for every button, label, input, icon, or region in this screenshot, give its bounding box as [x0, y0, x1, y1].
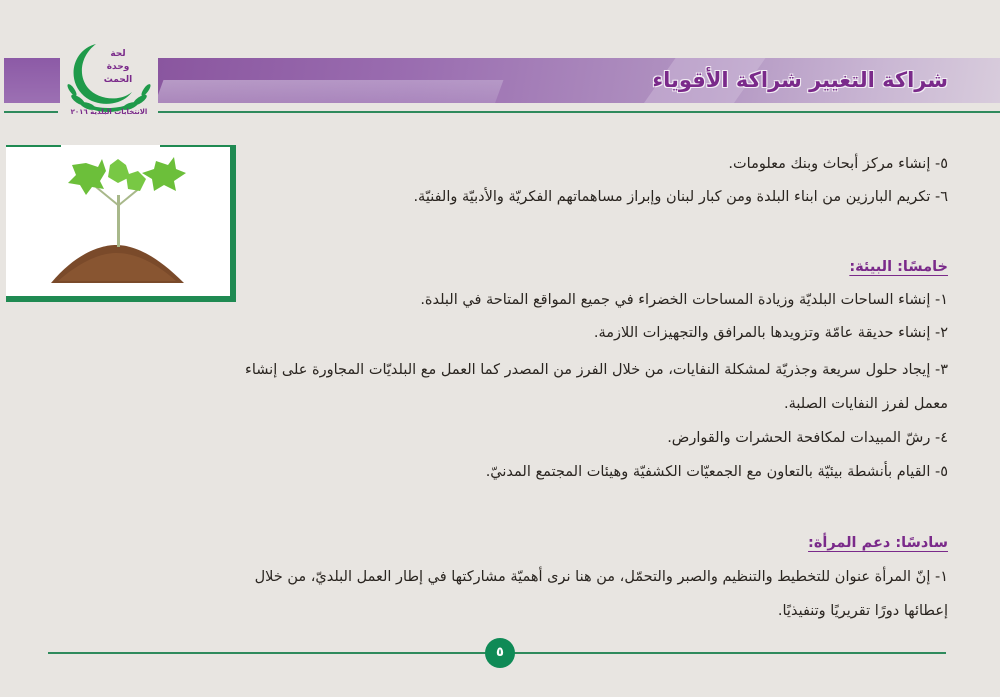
- item-number: ١-: [934, 292, 948, 308]
- item-text: إيجاد حلول سريعة وجذريّة لمشكلة النفايات، من خلال الفرز من المصدر كما العمل مع البلديّات المجاورة على إنشاء: [245, 362, 931, 378]
- logo-subtitle: الانتخابات البلدية ٢٠١٦: [70, 108, 148, 116]
- item-text: القيام بأنشطة بيئيّة بالتعاون مع الجمعيّات الكشفيّة وهيئات المجتمع المدنيّ.: [485, 464, 931, 480]
- list-item-continuation: معمل لفرز النفايات الصلبة.: [784, 396, 948, 412]
- list-item: [420, 292, 948, 308]
- list-item: [728, 156, 948, 172]
- item-text: إنشاء الساحات البلديّة وزيادة المساحات الخضراء في جميع المواقع المتاحة في البلدة.: [420, 292, 931, 308]
- item-text: تكريم البارزين من ابناء البلدة ومن كبار لبنان وإبراز مساهماتهم الفكريّة والأدبيّة والفنيّة.: [413, 189, 931, 205]
- list-item: [667, 430, 948, 446]
- item-number: ٥-: [934, 464, 948, 480]
- logo-line: لحة: [110, 49, 126, 59]
- item-number: ٤-: [934, 430, 948, 446]
- page-number-badge: ٥: [485, 638, 515, 668]
- sapling-image: [6, 145, 236, 302]
- item-number: ٣-: [934, 362, 948, 378]
- item-text: إنشاء حديقة عامّة وتزويدها بالمرافق والتجهيزات اللازمة.: [593, 325, 931, 341]
- item-number: ٢-: [934, 325, 948, 341]
- band-highlight: [158, 80, 503, 103]
- logo-line: وحدة: [106, 62, 130, 72]
- sapling-icon: [6, 145, 230, 296]
- list-item: [245, 362, 948, 378]
- item-text: رشّ المبيدات لمكافحة الحشرات والقوارض.: [667, 430, 931, 446]
- frame-rule: [6, 145, 61, 147]
- logo-text: [98, 48, 138, 87]
- item-number: ٥-: [934, 156, 948, 172]
- logo-line: الحمث: [103, 75, 133, 85]
- campaign-logo: [58, 36, 158, 126]
- item-text: إنشاء مركز أبحاث وبنك معلومات.: [728, 156, 931, 172]
- list-item: [413, 189, 948, 205]
- item-text: إنّ المرأة عنوان للتخطيط والتنظيم والصبر والتحمّل، من هنا نرى أهميّة مشاركتها في إطار العمل البلديّ، من خلال: [254, 569, 931, 585]
- list-item: [486, 464, 948, 480]
- header-divider: [4, 111, 58, 113]
- section-heading-environment: خامسًا: البيئة:: [849, 259, 948, 275]
- list-item: [255, 569, 948, 585]
- frame-rule: [160, 145, 230, 147]
- header-band-left: [4, 58, 60, 103]
- section-heading-women: سادسًا: دعم المرأة:: [808, 535, 948, 551]
- page-title: شراكة التغيير شراكة الأقوياء: [652, 68, 948, 92]
- item-number: ١-: [934, 569, 948, 585]
- list-item-continuation: إعطائها دورًا تقريريًا وتنفيذيًا.: [777, 603, 948, 619]
- item-number: ٦-: [934, 189, 948, 205]
- header-divider: [158, 111, 1000, 113]
- list-item: [594, 325, 948, 341]
